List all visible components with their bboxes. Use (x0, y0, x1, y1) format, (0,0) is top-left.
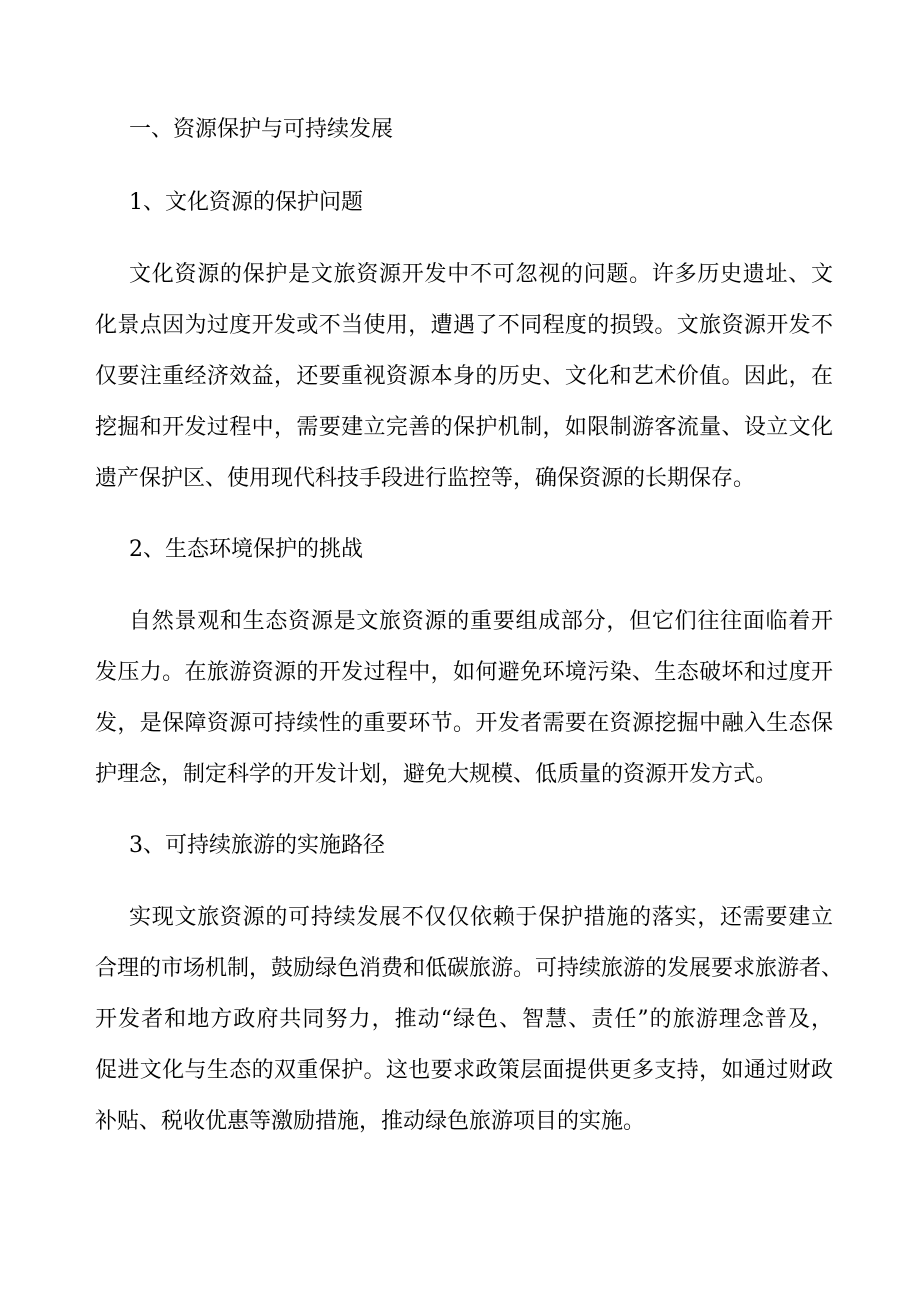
paragraph-line: 文化资源的保护是文旅资源开发中不可忽视的问题。许多历史遗址、文 (129, 262, 833, 287)
paragraph-line: 开发者和地方政府共同努力，推动“绿色、智慧、责任”的旅游理念普及， (95, 1007, 833, 1032)
paragraph-line: 护理念，制定科学的开发计划，避免大规模、低质量的资源开发方式。 (95, 762, 778, 787)
subsection-heading-ecological-protection: 2、生态环境保护的挑战 (129, 537, 363, 562)
paragraph-ecological-protection (95, 596, 833, 800)
paragraph-line: 实现文旅资源的可持续发展不仅仅依赖于保护措施的落实，还需要建立 (129, 905, 833, 930)
section-heading: 一、资源保护与可持续发展 (129, 117, 394, 142)
paragraph-cultural-protection (95, 249, 833, 504)
paragraph-line: 促进文化与生态的双重保护。这也要求政策层面提供更多支持，如通过财政 (95, 1058, 833, 1083)
paragraph-line: 合理的市场机制，鼓励绿色消费和低碳旅游。可持续旅游的发展要求旅游者、 (95, 956, 844, 981)
paragraph-line: 发压力。在旅游资源的开发过程中，如何避免环境污染、生态破坏和过度开 (95, 660, 833, 685)
subsection-heading-sustainable-tourism: 3、可持续旅游的实施路径 (129, 833, 385, 858)
paragraph-line: 化景点因为过度开发或不当使用，遭遇了不同程度的损毁。文旅资源开发不 (95, 313, 833, 338)
document-body (95, 104, 844, 1167)
subsection-heading-cultural-protection: 1、文化资源的保护问题 (129, 190, 363, 215)
paragraph-line: 挖掘和开发过程中，需要建立完善的保护机制，如限制游客流量、设立文化 (95, 415, 833, 440)
paragraph-sustainable-tourism (95, 892, 844, 1147)
paragraph-line: 自然景观和生态资源是文旅资源的重要组成部分，但它们往往面临着开 (129, 609, 833, 634)
paragraph-line: 补贴、税收优惠等激励措施，推动绿色旅游项目的实施。 (95, 1109, 646, 1134)
paragraph-line: 遗产保护区、使用现代科技手段进行监控等，确保资源的长期保存。 (95, 466, 756, 491)
paragraph-line: 发，是保障资源可持续性的重要环节。开发者需要在资源挖掘中融入生态保 (95, 711, 833, 736)
paragraph-line: 仅要注重经济效益，还要重视资源本身的历史、文化和艺术价值。因此，在 (95, 364, 833, 389)
